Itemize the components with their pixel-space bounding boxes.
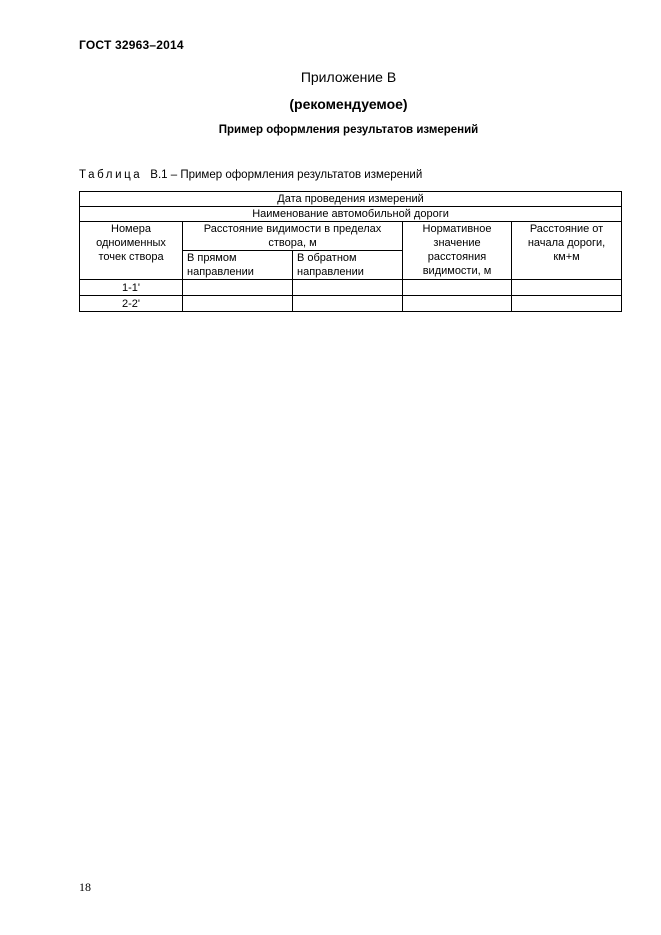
standard-code: ГОСТ 32963–2014 bbox=[79, 38, 184, 52]
page-number: 18 bbox=[79, 880, 91, 894]
table-header-row-1 bbox=[80, 222, 622, 251]
cell-point: 2-2' bbox=[80, 296, 183, 312]
col-header-points: Номера одноименных точек створа bbox=[80, 222, 183, 280]
table-caption bbox=[79, 169, 422, 181]
cell-normative bbox=[403, 280, 512, 296]
cell-normative bbox=[403, 296, 512, 312]
cell-road-header: Наименование автомобильной дороги bbox=[80, 207, 622, 222]
cell-from-start bbox=[512, 296, 622, 312]
col-header-distance: Расстояние видимости в пределах створа, м bbox=[183, 222, 403, 251]
results-table bbox=[79, 191, 622, 312]
col-header-normative: Нормативное значение расстояния видимости, м bbox=[403, 222, 512, 280]
cell-forward bbox=[183, 296, 293, 312]
cell-backward bbox=[293, 280, 403, 296]
section-heading: Пример оформления результатов измерений bbox=[218, 124, 479, 136]
cell-backward bbox=[293, 296, 403, 312]
cell-from-start bbox=[512, 280, 622, 296]
table-row bbox=[80, 296, 622, 312]
cell-forward bbox=[183, 280, 293, 296]
appendix-subtitle: (рекомендуемое) bbox=[289, 96, 408, 112]
table-caption-text: В.1 – Пример оформления результатов измерений bbox=[150, 169, 423, 181]
appendix-title: Приложение В bbox=[300, 69, 397, 85]
table-row-date bbox=[80, 192, 622, 207]
table-row-road bbox=[80, 207, 622, 222]
col-header-from-start: Расстояние от начала дороги, км+м bbox=[512, 222, 622, 280]
col-header-backward: В обратном направлении bbox=[293, 251, 403, 280]
col-header-forward: В прямом направлении bbox=[183, 251, 293, 280]
cell-date-header: Дата проведения измерений bbox=[80, 192, 622, 207]
table-row bbox=[80, 280, 622, 296]
cell-point: 1-1' bbox=[80, 280, 183, 296]
table-caption-word: Таблица bbox=[79, 169, 143, 181]
